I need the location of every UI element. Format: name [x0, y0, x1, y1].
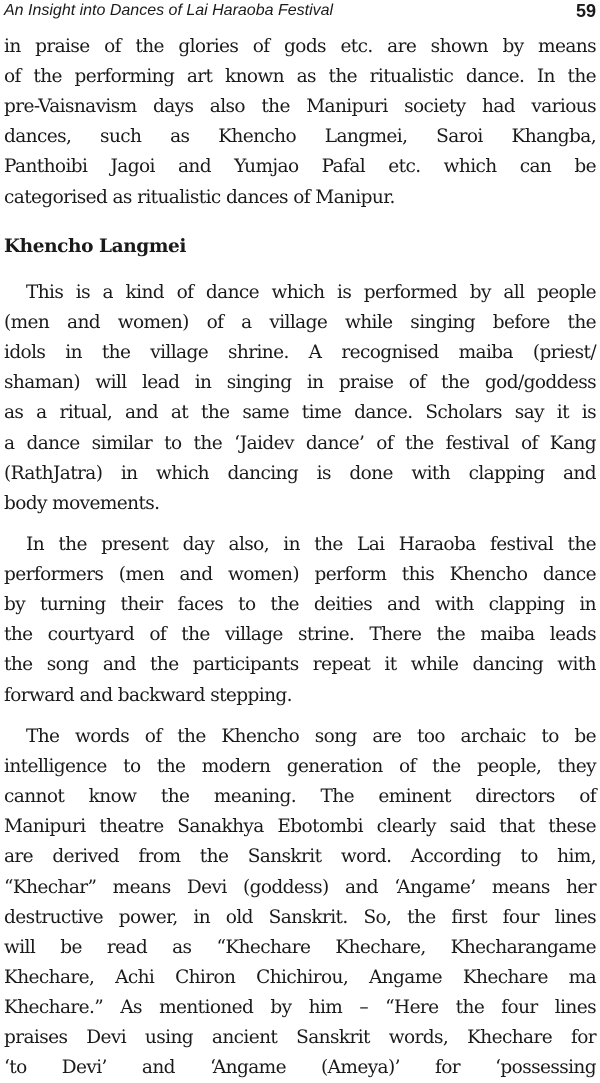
- text-line: cannot know the meaning. The eminent directors of: [4, 786, 596, 808]
- text-line: The words of the Khencho song are too archaic to be: [26, 726, 596, 747]
- text-line: Khechare, Achi Chiron Chichirou, Angame Khechare ma: [4, 966, 596, 988]
- text-line: categorised as ritualistic dances of Manipur.: [4, 186, 395, 208]
- text-line: praises Devi using ancient Sanskrit words, Khechare for: [4, 1027, 596, 1048]
- text-line: Manipuri theatre Sanakhya Ebotombi clearly said that these: [4, 816, 596, 838]
- text-line: performers (men and women) perform this Khencho dance: [4, 564, 596, 586]
- text-line: intelligence to the modern generation of the people, they: [4, 756, 596, 778]
- text-line: of the performing art known as the ritualistic dance. In the: [4, 66, 596, 88]
- text-line: (men and women) of a village while singing before the: [4, 312, 596, 334]
- text-line: by turning their faces to the deities and with clapping in: [4, 594, 596, 616]
- text-line: are derived from the Sanskrit word. According to him,: [4, 846, 596, 868]
- text-line: as a ritual, and at the same time dance. Scholars say it is: [4, 402, 596, 424]
- text-line: ‘to Devi’ and ‘Angame (Ameya)’ for ‘possessing: [4, 1057, 596, 1079]
- text-line: idols in the village shrine. A recognised maiba (priest/: [4, 342, 596, 364]
- text-line: In the present day also, in the Lai Haraoba festival the: [26, 534, 596, 555]
- text-line: dances, such as Khencho Langmei, Saroi Khangba,: [4, 126, 596, 148]
- text-line: body movements.: [4, 492, 160, 514]
- text-line: in praise of the glories of gods etc. are shown by means: [4, 36, 596, 57]
- text-line: a dance similar to the ‘Jaidev dance’ of the festival of Kang: [4, 432, 596, 454]
- text-line: will be read as “Khechare Khechare, Khecharangame: [4, 936, 596, 958]
- page-number: 59: [575, 1, 596, 21]
- text-line: forward and backward stepping.: [4, 684, 292, 706]
- text-line: the courtyard of the village strine. There the maiba leads: [4, 624, 596, 646]
- text-line: shaman) will lead in singing in praise of the god/goddess: [4, 372, 596, 394]
- text-line: destructive power, in old Sanskrit. So, the first four lines: [4, 906, 596, 928]
- text-line: pre-Vaisnavism days also the Manipuri society had various: [4, 96, 596, 118]
- text-line: “Khechar” means Devi (goddess) and ‘Angame’ means her: [4, 876, 596, 898]
- running-header: An Insight into Dances of Lai Haraoba Festival: [4, 2, 334, 19]
- section-heading: Khencho Langmei: [4, 236, 186, 257]
- text-line: This is a kind of dance which is performed by all people: [26, 282, 596, 303]
- text-line: Khechare.” As mentioned by him – “Here the four lines: [4, 996, 596, 1018]
- text-line: Panthoibi Jagoi and Yumjao Pafal etc. which can be: [4, 156, 596, 178]
- text-line: the song and the participants repeat it while dancing with: [4, 654, 596, 676]
- text-line: (RathJatra) in which dancing is done with clapping and: [4, 462, 596, 484]
